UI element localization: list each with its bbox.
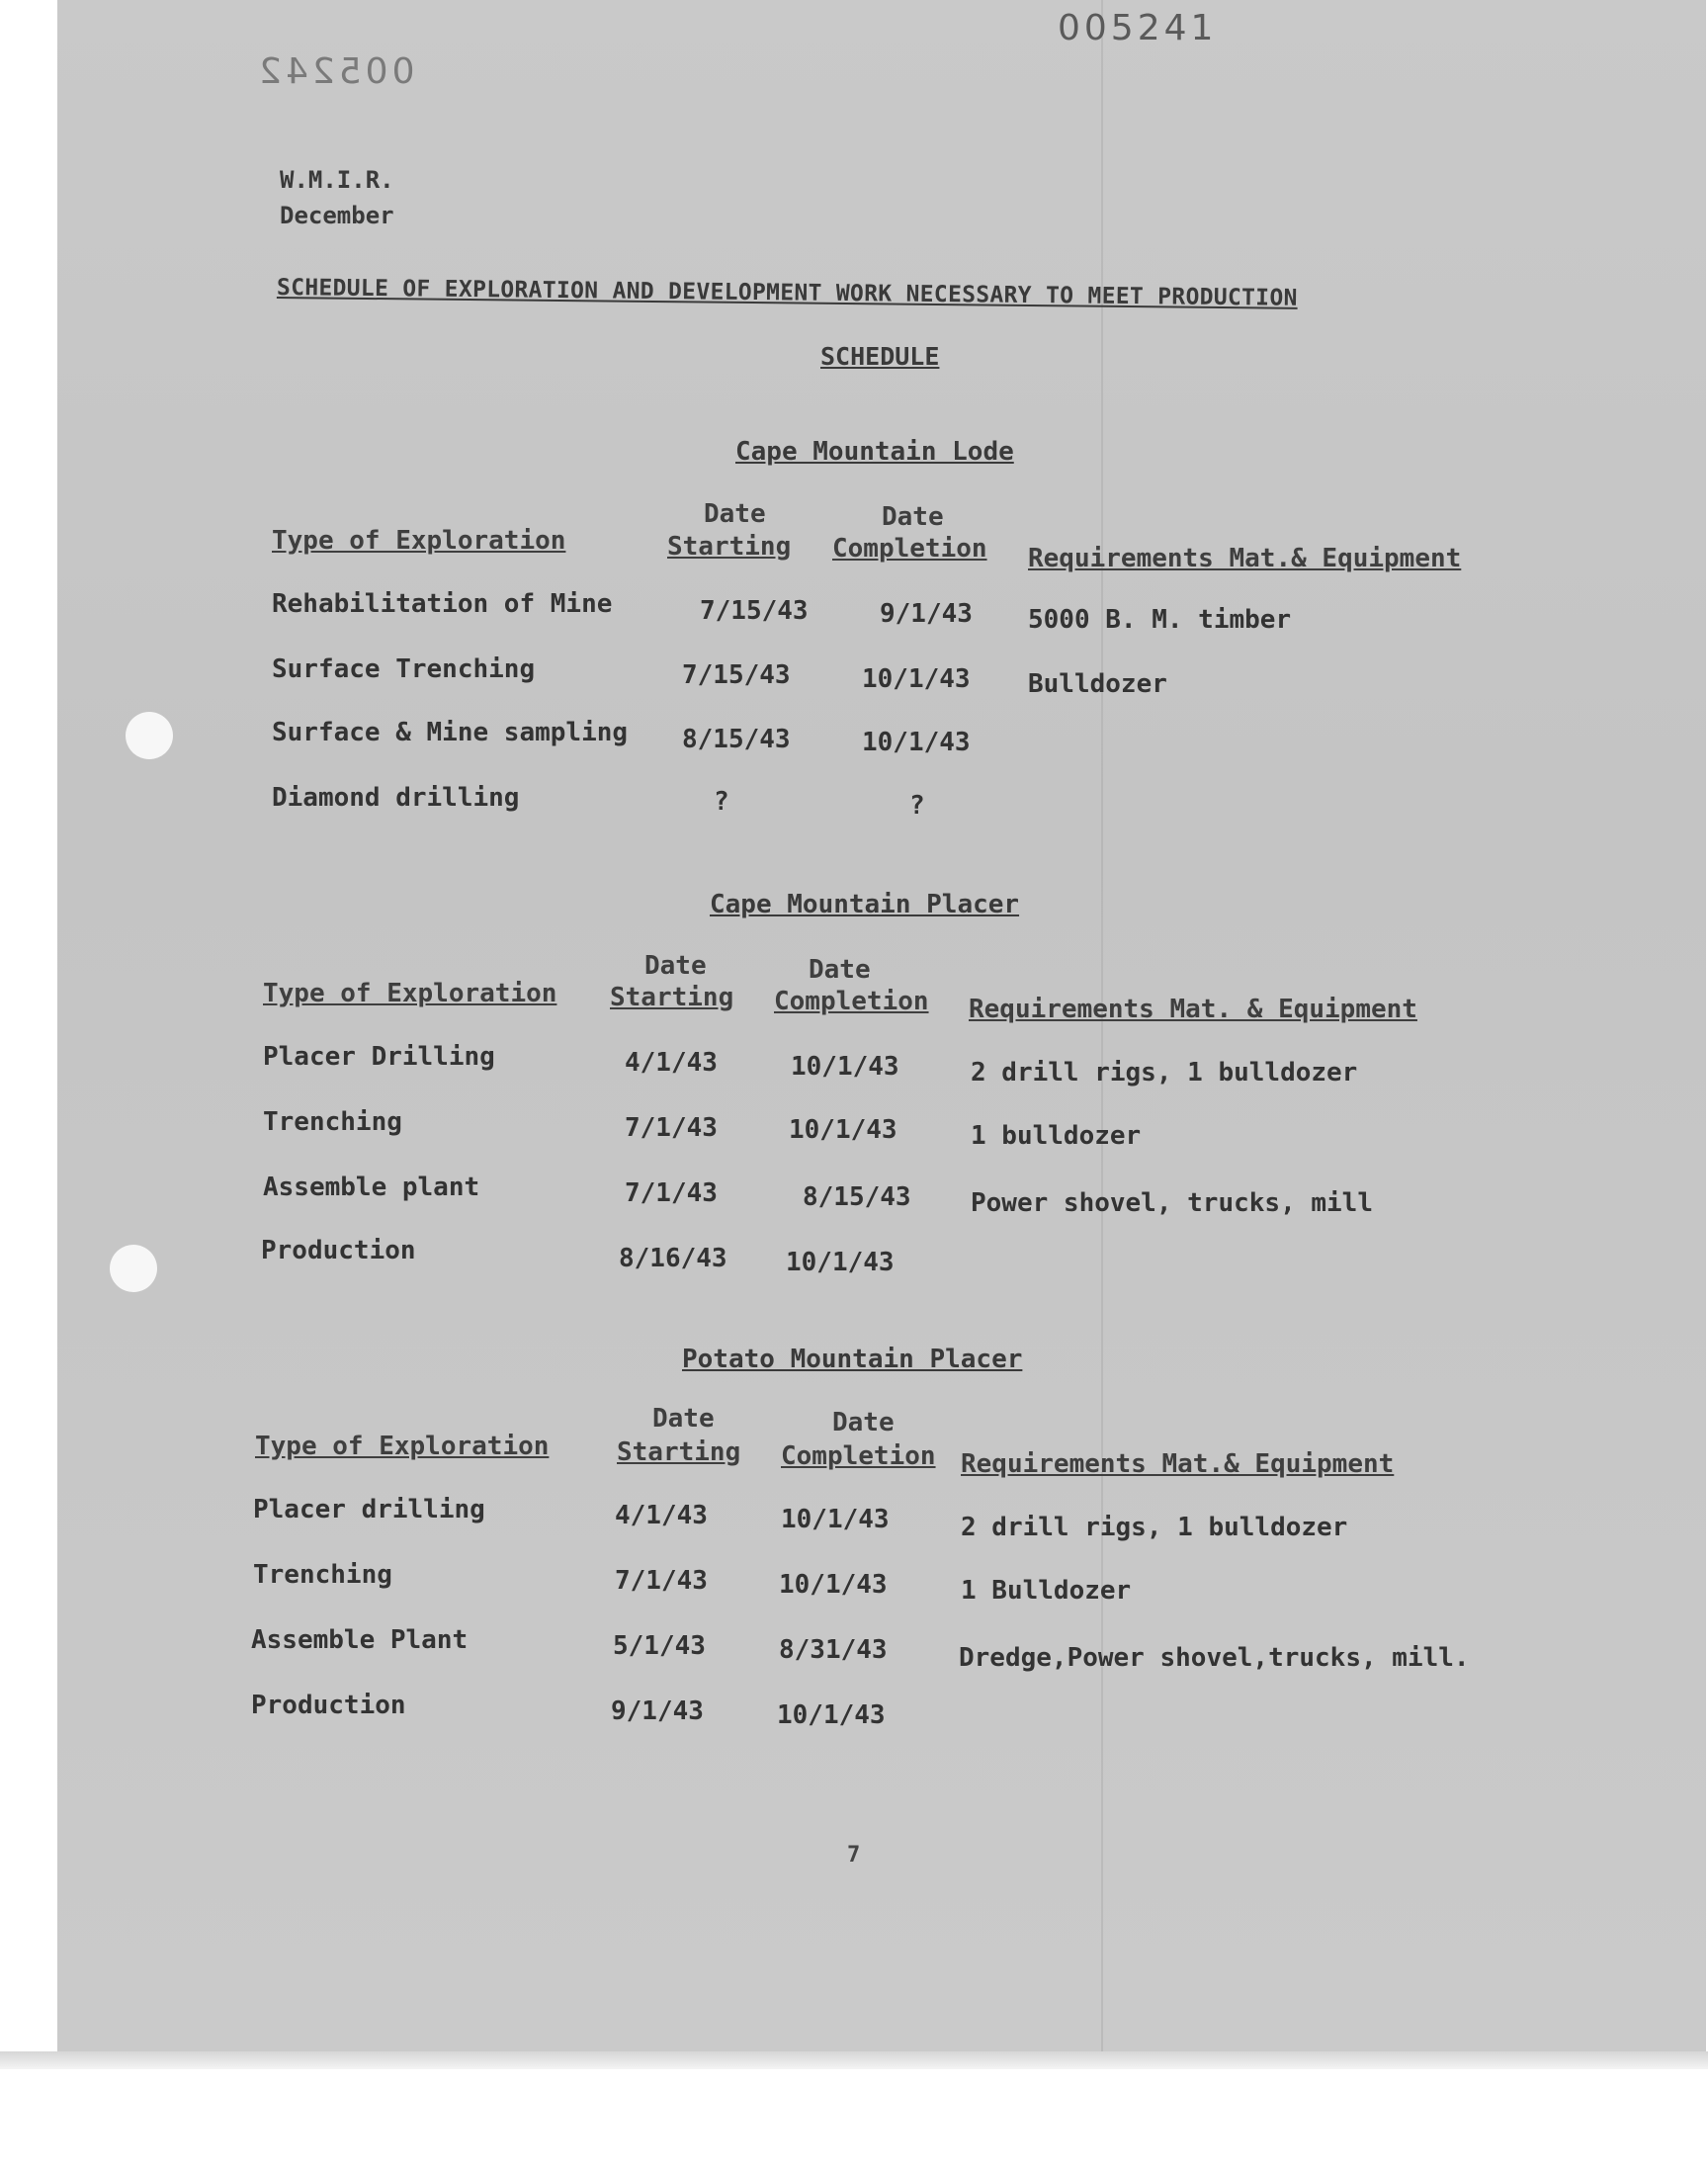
table-cell-requirements: 1 Bulldozer	[961, 1576, 1132, 1606]
mirrored-number-stamp: 005242	[255, 51, 415, 92]
col-date-completion-label: Date	[809, 955, 871, 985]
table-cell-completion: 10/1/43	[862, 728, 971, 757]
table-cell-type: Placer drilling	[253, 1495, 485, 1524]
col-date-starting-label: Date	[652, 1404, 715, 1434]
col-type-header: Type of Exploration	[272, 526, 566, 556]
table-cell-start: 8/15/43	[682, 725, 791, 754]
col-requirements-header: Requirements Mat. & Equipment	[969, 995, 1417, 1024]
document-page	[57, 0, 1706, 2051]
table-cell-start: 7/1/43	[615, 1566, 708, 1596]
table-cell-requirements: Power shovel, trucks, mill	[971, 1188, 1373, 1218]
col-date-starting-label: Date	[644, 951, 707, 981]
table-cell-completion: 10/1/43	[779, 1570, 888, 1600]
col-date-completion-label: Date	[832, 1408, 895, 1437]
table-cell-requirements: Bulldozer	[1028, 669, 1167, 699]
table-cell-type: Placer Drilling	[263, 1042, 495, 1072]
table-cell-start: 9/1/43	[611, 1696, 704, 1726]
header-org: W.M.I.R.	[280, 166, 394, 194]
section-title-potato-mountain-placer: Potato Mountain Placer	[682, 1345, 1023, 1374]
table-cell-requirements: 2 drill rigs, 1 bulldozer	[961, 1513, 1348, 1542]
col-completion-header: Completion	[781, 1441, 936, 1471]
table-cell-start: 7/1/43	[625, 1113, 718, 1143]
table-cell-requirements: 2 drill rigs, 1 bulldozer	[971, 1058, 1358, 1088]
col-date-starting-label: Date	[704, 499, 766, 529]
table-cell-requirements: 1 bulldozer	[971, 1121, 1142, 1151]
table-cell-start: 7/15/43	[682, 660, 791, 690]
col-starting-header: Starting	[667, 532, 792, 562]
table-cell-start: 5/1/43	[613, 1631, 706, 1661]
table-cell-completion: 10/1/43	[862, 664, 971, 694]
punch-hole-bottom	[110, 1245, 157, 1292]
table-cell-completion: 10/1/43	[777, 1700, 886, 1730]
table-cell-completion: 10/1/43	[786, 1248, 895, 1277]
document-number-stamp: 005241	[1058, 8, 1218, 48]
col-completion-header: Completion	[832, 534, 987, 564]
col-starting-header: Starting	[617, 1437, 741, 1467]
table-cell-start: ?	[714, 787, 729, 817]
page-title-line1: SCHEDULE OF EXPLORATION AND DEVELOPMENT WORK NECESSARY TO MEET PRODUCTION	[276, 275, 1298, 311]
table-cell-start: 4/1/43	[615, 1501, 708, 1530]
col-starting-header: Starting	[610, 983, 734, 1012]
section-title-cape-mountain-placer: Cape Mountain Placer	[710, 890, 1020, 919]
table-cell-type: Assemble plant	[263, 1173, 480, 1202]
col-requirements-header: Requirements Mat.& Equipment	[1028, 544, 1462, 573]
table-cell-type: Assemble Plant	[251, 1625, 469, 1655]
table-cell-start: 7/1/43	[625, 1178, 718, 1208]
table-cell-type: Surface & Mine sampling	[272, 718, 629, 747]
table-cell-completion: 9/1/43	[880, 599, 973, 629]
col-date-completion-label: Date	[882, 502, 944, 532]
table-cell-completion: 8/15/43	[803, 1182, 911, 1212]
col-requirements-header: Requirements Mat.& Equipment	[961, 1449, 1395, 1479]
table-cell-requirements: 5000 B. M. timber	[1028, 605, 1292, 635]
table-cell-completion: 10/1/43	[791, 1052, 899, 1082]
table-cell-start: 7/15/43	[700, 596, 809, 626]
table-cell-type: Trenching	[253, 1560, 392, 1590]
table-cell-completion: 10/1/43	[781, 1505, 890, 1534]
table-cell-start: 8/16/43	[619, 1244, 727, 1273]
table-cell-type: Rehabilitation of Mine	[272, 589, 613, 619]
punch-hole-top	[126, 712, 173, 759]
page-title-line2: SCHEDULE	[820, 342, 940, 371]
section-title-cape-mountain-lode: Cape Mountain Lode	[735, 437, 1014, 467]
table-cell-type: Production	[261, 1236, 416, 1265]
col-type-header: Type of Exploration	[255, 1432, 550, 1461]
table-cell-start: 4/1/43	[625, 1048, 718, 1078]
col-completion-header: Completion	[774, 987, 929, 1016]
table-cell-type: Surface Trenching	[272, 654, 536, 684]
table-cell-requirements: Dredge,Power shovel,trucks, mill.	[959, 1643, 1470, 1673]
table-cell-type: Production	[251, 1691, 406, 1720]
header-month: December	[280, 202, 394, 229]
table-cell-completion: 10/1/43	[789, 1115, 897, 1145]
scan-edge	[0, 2051, 1708, 2069]
col-type-header: Type of Exploration	[263, 979, 557, 1008]
table-cell-completion: 8/31/43	[779, 1635, 888, 1665]
table-cell-type: Trenching	[263, 1107, 402, 1137]
table-cell-completion: ?	[909, 791, 925, 821]
table-cell-type: Diamond drilling	[272, 783, 520, 813]
page-number: 7	[847, 1843, 861, 1868]
